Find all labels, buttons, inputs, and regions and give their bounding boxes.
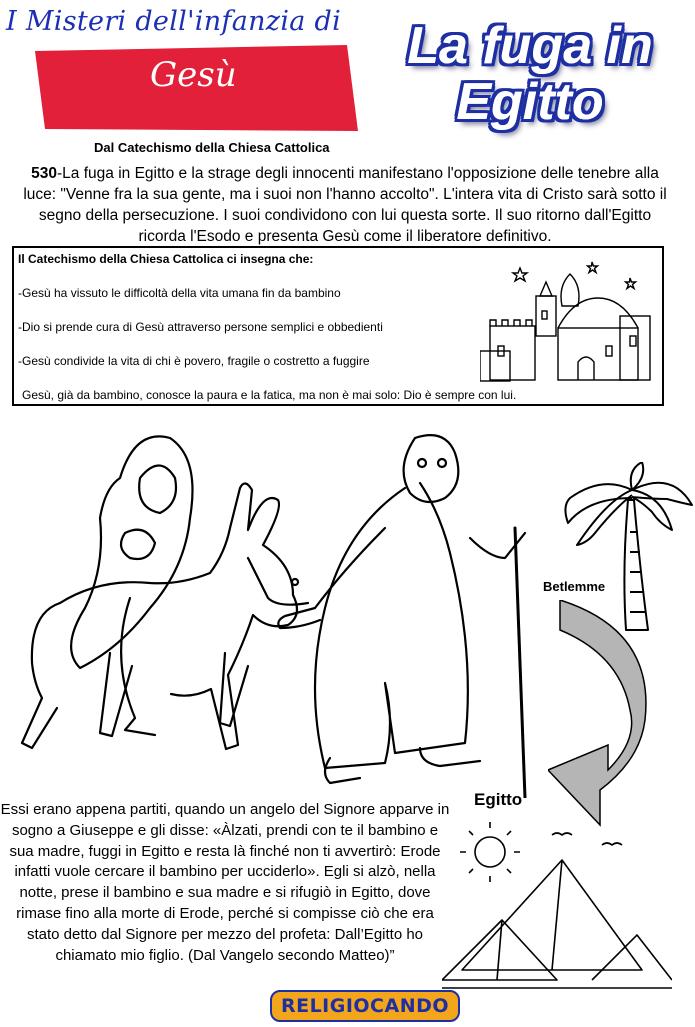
- intro-paragraph: [15, 163, 675, 247]
- teaching-box-title: Il Catechismo della Chiesa Cattolica ci insegna che:: [18, 252, 314, 266]
- flight-to-egypt-illustration: [0, 418, 545, 798]
- religiocando-logo: RELIGIOCANDO: [270, 990, 460, 1022]
- banner-name: Gesù: [150, 55, 237, 95]
- main-title: La fuga in Egitto: [407, 17, 653, 131]
- teaching-point: -Dio si prende cura di Gesù attraverso persone semplici e obbedienti: [18, 320, 383, 334]
- paragraph-number: 530: [31, 165, 58, 182]
- city-illustration: [480, 256, 660, 386]
- series-title: I Misteri dell'infanzia di: [6, 6, 342, 37]
- source-label: Dal Catechismo della Chiesa Cattolica: [94, 140, 330, 155]
- teaching-point: -Gesù ha vissuto le difficoltà della vita umana fin da bambino: [18, 286, 341, 300]
- intro-text: -La fuga in Egitto e la strage degli innocenti manifestano l'opposizione delle tenebre alla luce: "Venne fra la sua gente, ma i suoi non l'hanno accolto". L'intera vita di Cristo sarà sotto il segno della persecuzione. I suoi condividono con lui questa sorte. Il suo ritorno dall'Egitto ricorda l'Esodo e presenta Gesù come il liberatore definitivo.: [23, 165, 667, 245]
- label-betlemme: Betlemme: [543, 579, 606, 594]
- gospel-passage: Essi erano appena partiti, quando un angelo del Signore apparve in sogno a Giuseppe e gli disse: «Àlzati, prendi con te il bambino e sua madre, fuggi in Egitto e resta là finché non ti avvertirò: Erode infatti vuole cercare il bambino per ucciderlo». Egli si alzò, nella notte, prese il bambino e sua madre e si rifugiò in Egitto, dove rimase fino alla morte di Erode, perché si compisse ciò che era stato detto dal Signore per mezzo del profeta: Dall’Egitto ho chiamato mio figlio. (Dal Vangelo secondo Matteo)”: [0, 801, 450, 964]
- teaching-point: -Gesù condivide la vita di chi è povero, fragile o costretto a fuggire: [18, 354, 370, 368]
- teaching-closing: Gesù, già da bambino, conosce la paura e la fatica, ma non è mai solo: Dio è sempre con lui.: [22, 388, 517, 402]
- pyramids-illustration: [442, 820, 672, 995]
- journey-arrow: [548, 600, 658, 830]
- label-egitto: Egitto: [474, 790, 523, 809]
